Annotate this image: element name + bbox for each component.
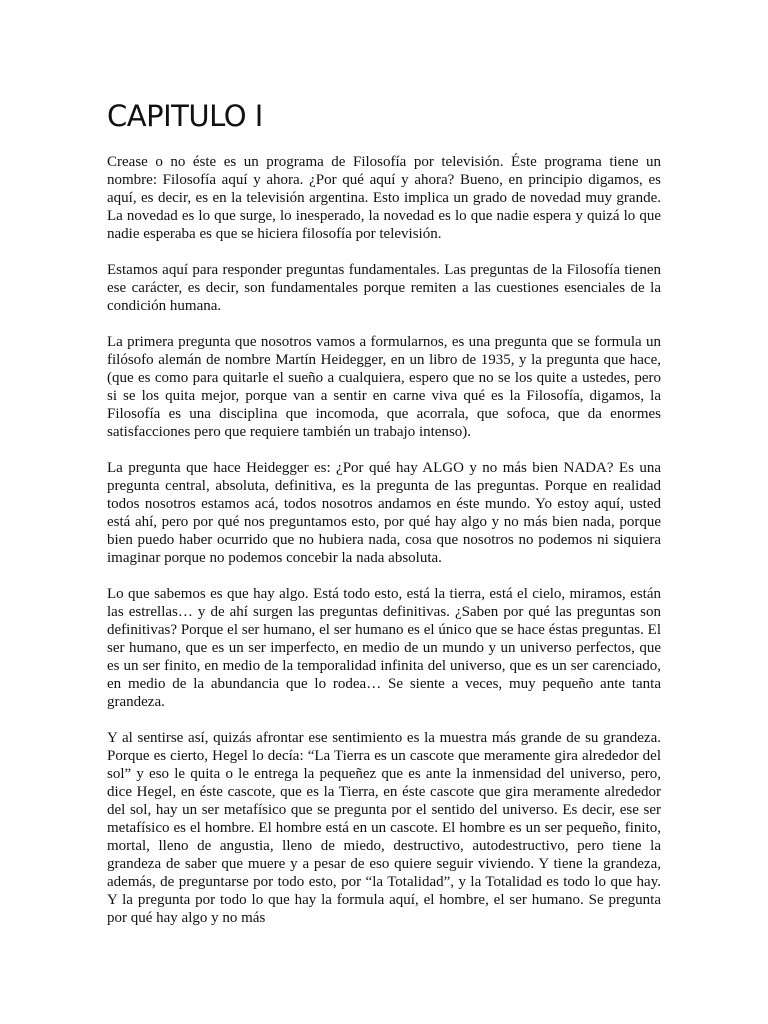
paragraph-6: Y al sentirse así, quizás afrontar ese sentimiento es la muestra más grande de su grandeza. Porque es cierto, Hegel lo decía: “La Tierra es un cascote que meramente gira alrededor del sol” y eso le quita o le entrega la pequeñez que es ante la inmensidad del universo, pero, dice Hegel, en éste cascote, que es la Tierra, en éste cascote que gira meramente alrededor del sol, hay un ser metafísico que se pregunta por el sentido del universo. Es decir, ese ser metafísico es el hombre. El hombre está en un cascote. El hombre es un ser pequeño, finito, mortal, lleno de angustia, lleno de miedo, destructivo, autodestructivo, pero tiene la grandeza de saber que muere y a pesar de eso quiere seguir viviendo. Y tiene la grandeza, además, de preguntarse por todo esto, por “la Totalidad”, y la Totalidad es todo lo que hay. Y la pregunta por todo lo que hay la formula aquí, el hombre, el ser humano. Se pregunta por qué hay algo y no más xyxy=(107,730,661,926)
paragraph-2: Estamos aquí para responder preguntas fundamentales. Las preguntas de la Filosofía tienen ese carácter, es decir, son fundamentales porque remiten a las cuestiones esenciales de la condición humana. xyxy=(107,262,661,314)
chapter-title: CAPITULO I xyxy=(107,99,263,133)
paragraph-4: La pregunta que hace Heidegger es: ¿Por qué hay ALGO y no más bien NADA? Es una pregunta central, absoluta, definitiva, es la pregunta de las preguntas. Porque en realidad todos nosotros estamos acá, todos nosotros andamos en éste mundo. Yo estoy aquí, usted está ahí, pero por qué nos preguntamos esto, por qué hay algo y no más bien nada, porque bien puedo haber ocurrido que no hubiera nada, cosa que nosotros no podemos ni siquiera imaginar porque no podemos concebir la nada absoluta. xyxy=(107,460,661,566)
paragraph-1: Crease o no éste es un programa de Filosofía por televisión. Éste programa tiene un nombre: Filosofía aquí y ahora. ¿Por qué aquí y ahora? Bueno, en principio digamos, es aquí, es decir, es en la televisión argentina. Esto implica un grado de novedad muy grande. La novedad es lo que surge, lo inesperado, la novedad es lo que nadie espera y quizá lo que nadie esperaba es que se hiciera filosofía por televisión. xyxy=(107,154,661,242)
paragraph-3: La primera pregunta que nosotros vamos a formularnos, es una pregunta que se formula un filósofo alemán de nombre Martín Heidegger, en un libro de 1935, y la pregunta que hace, (que es como para quitarle el sueño a cualquiera, espero que no se los quite a ustedes, pero si se los quita mejor, porque van a sentir en carne viva qué es la Filosofía, digamos, la Filosofía es una disciplina que incomoda, que acorrala, que sofoca, que da enormes satisfacciones pero que requiere también un trabajo intenso). xyxy=(107,334,661,440)
document-body xyxy=(107,153,661,945)
paragraph-5: Lo que sabemos es que hay algo. Está todo esto, está la tierra, está el cielo, miramos, están las estrellas… y de ahí surgen las preguntas definitivas. ¿Saben por qué las preguntas son definitivas? Porque el ser humano, el ser humano es el único que se hace éstas preguntas. El ser humano, que es un ser imperfecto, en medio de un mundo y un universo perfectos, que es un ser finito, en medio de la temporalidad infinita del universo, que es un ser carenciado, en medio de la abundancia que lo rodea… Se siente a veces, muy pequeño ante tanta grandeza. xyxy=(107,586,661,710)
